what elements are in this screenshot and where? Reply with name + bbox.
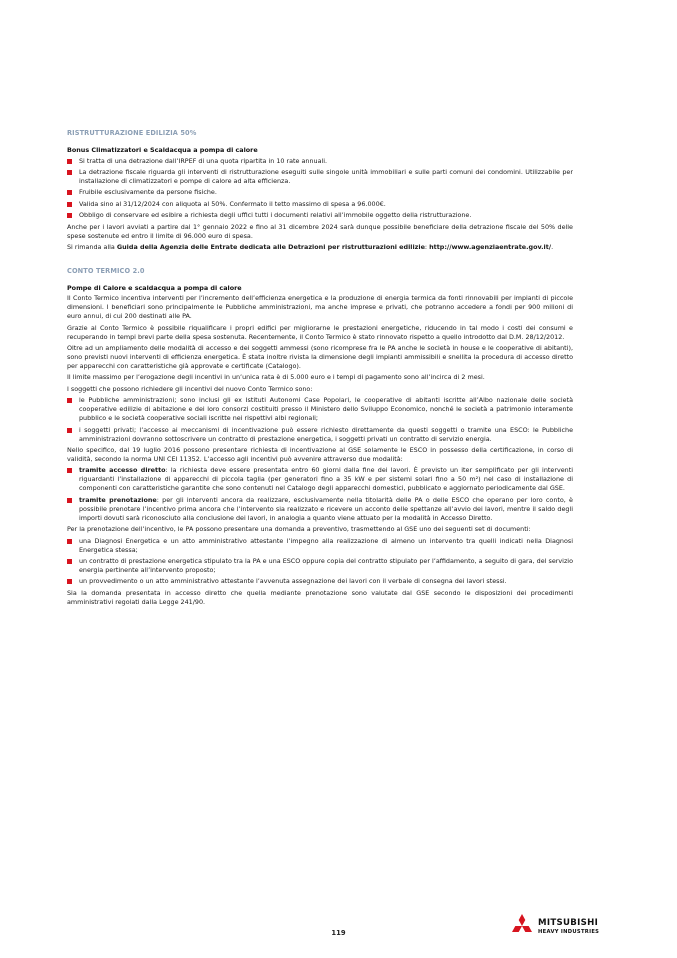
agenzia-entrate-link[interactable]: http://www.agenziaentrate.gov.it/ (429, 243, 552, 252)
red-square-bullet-icon (67, 190, 72, 195)
mitsubishi-logo (508, 914, 626, 938)
list-item: le Pubbliche amministrazioni; sono inclusi gli ex Istituti Autonomi Case Popolari, le cooperative di abitanti iscritte all’Albo nazionale delle società cooperative edilizie di abitazione e dei loro consorzi costituiti presso il Ministero dello Sviluppo Economico, nonché le società a patrimonio interamente pubblico e le società cooperative sociali iscritte nei rispettivi albi regionali; (67, 396, 573, 423)
list-item: tramite prenotazione: per gli interventi ancora da realizzare, esclusivamente nella titolarità delle PA o delle ESCO che operano per loro conto, è possibile prenotare l’incentivo prima ancora che l’intervento sia realizzato e ricevere un acconto delle spettanze all’avvio dei lavori, mentre il saldo degli importi dovuti sarà riconosciuto alla conclusione dei lavori, in analogia a quanto viene attuato per la modalità in Accesso Diretto. (67, 496, 573, 523)
paragraph: Il Conto Termico incentiva interventi per l’incremento dell’efficienza energetica e la produzione di energia termica da fonti rinnovabili per impianti di piccole dimensioni. I beneficiari sono principalmente le Pubbliche amministrazioni, ma anche imprese e privati, che potranno accedere a fondi per 900 milioni di euro annui, di cui 200 destinati alle PA. (67, 294, 573, 321)
red-square-bullet-icon (67, 498, 72, 503)
red-square-bullet-icon (67, 428, 72, 433)
paragraph: Sia la domanda presentata in accesso diretto che quella mediante prenotazione sono valutate dal GSE secondo le disposizioni dei procedimenti amministrativi regolati dalla Legge 241/90. (67, 588, 573, 606)
term-prenotazione: tramite prenotazione (79, 495, 157, 504)
section-title-conto-termico: CONTO TERMICO 2.0 (67, 266, 145, 275)
term-accesso-diretto: tramite accesso diretto (79, 466, 166, 475)
paragraph: Il limite massimo per l’erogazione degli incentivi in un’unica rata è di 5.000 euro e i tempi di pagamento sono all’incirca di 2 mesi. (67, 373, 485, 382)
list-item: un provvedimento o un atto amministrativo attestante l’avvenuta assegnazione dei lavori con il verbale di consegna dei lavori stessi. (67, 577, 573, 586)
section-spacer (67, 255, 573, 267)
red-square-bullet-icon (67, 159, 72, 164)
guide-title: Guida della Agenzia delle Entrate dedicata alle Detrazioni per ristrutturazioni edilizie (116, 243, 425, 252)
list-item: Fruibile esclusivamente da persone fisiche. (67, 188, 573, 197)
page-content (67, 129, 573, 609)
red-square-bullet-icon (67, 539, 72, 544)
paragraph-detrazione-2022-2024: Anche per i lavori avviati a partire dal 1° gennaio 2022 e fino al 31 dicembre 2024 sarà dunque possibile beneficiare della detrazione fiscale del 50% delle spese sostenute ed entro il limite di 96.000 euro di spesa. (67, 222, 573, 240)
list-item: un contratto di prestazione energetica stipulato tra la PA e una ESCO oppure copia del contratto stipulato per l’affidamento, a seguito di gara, del servizio energia pertinente all’intervento proposto; (67, 557, 573, 575)
logo-text-heavy-industries: HEAVY INDUSTRIES (538, 929, 600, 935)
paragraph: Per la prenotazione dell’incentivo, le PA possono presentare una domanda a preventivo, trasmettendo al GSE uno dei seguenti set di documenti: (67, 525, 531, 534)
paragraph: Nello specifico, dal 19 luglio 2016 possono presentare richiesta di incentivazione al GSE solamente le ESCO in possesso della certificazione, in corso di validità, secondo la norma UNI CEI 11352. L’accesso agli incentivi può avvenire attraverso due modalità: (67, 446, 573, 463)
red-square-bullet-icon (67, 213, 72, 218)
list-item: una Diagnosi Energetica e un atto amministrativo attestante l’impegno alla realizzazione di almeno un intervento tra quelli indicati nella Diagnosi Energetica stessa; (67, 537, 573, 555)
bullet-list-ristrutturazione (67, 157, 573, 221)
list-item: tramite accesso diretto: la richiesta deve essere presentata entro 60 giorni dalla fine dei lavori. È previsto un iter semplificato per gli interventi riguardanti l’installazione di apparecchi di piccola taglia (per generatori fino a 35 kW e per sistemi solari fino a 50 m²) nel caso di installazione di componenti con caratteristiche garantite che sono contenuti nel Catalogo degli apparecchi domestici, pubblicato e aggiornato periodicamente dal GSE. (67, 466, 573, 493)
list-item: La detrazione fiscale riguarda gli interventi di ristrutturazione eseguiti sulle singole unità immobiliari e sulle parti comuni dei condomini. Utilizzabile per installazione di climatizzatori e pompe di calore ad alta efficienza. (67, 168, 573, 186)
paragraph: I soggetti che possono richiedere gli incentivi del nuovo Conto Termico sono: (67, 384, 313, 393)
red-square-bullet-icon (67, 468, 72, 473)
three-diamonds-icon (508, 914, 536, 938)
list-item: Valida sino al 31/12/2024 con aliquota al 50%. Confermato il tetto massimo di spesa a 96.000€. (67, 200, 573, 209)
list-item: Obbligo di conservare ed esibire a richiesta degli uffici tutti i documenti relativi all’immobile oggetto della ristrutturazione. (67, 211, 573, 220)
page-number: 119 (331, 929, 346, 937)
paragraph: Grazie al Conto Termico è possibile riqualificare i propri edifici per migliorarne le prestazioni energetiche, riducendo in tal modo i costi dei consumi e recuperando in tempi brevi parte della spesa sostenuta. Recentemente, il Conto Termico è stato rinnovato rispetto a quello introdotto dal D.M. 28/12/2012. (67, 323, 573, 341)
paragraph-guida-agenzia: Si rimanda alla Guida della Agenzia delle Entrate dedicata alle Detrazioni per ristrutturazioni edilizie: http://www.agenziaentrate.gov.it/. (67, 243, 554, 252)
bullet-list-modalita (67, 466, 573, 522)
bullet-list-soggetti (67, 396, 573, 443)
list-item: i soggetti privati; l’accesso ai meccanismi di incentivazione può essere richiesto direttamente da questi soggetti o tramite una ESCO: le Pubbliche amministrazioni dovranno sottoscrivere un contratto di prestazione energetica, i soggetti privati un contratto di servizio energia. (67, 426, 573, 444)
red-square-bullet-icon (67, 579, 72, 584)
list-item: Si tratta di una detrazione dall’IRPEF di una quota ripartita in 10 rate annuali. (67, 157, 573, 166)
subtitle-bonus-climatizzatori: Bonus Climatizzatori e Scaldacqua a pompa di calore (67, 146, 258, 154)
bullet-list-documenti (67, 537, 573, 587)
logo-text-mitsubishi: MITSUBISHI (538, 918, 599, 928)
subtitle-pompe-di-calore: Pompe di Calore e scaldacqua a pompa di calore (67, 283, 242, 292)
red-square-bullet-icon (67, 170, 72, 175)
section-title-ristrutturazione: RISTRUTTURAZIONE EDILIZIA 50% (67, 129, 197, 137)
red-square-bullet-icon (67, 398, 72, 403)
red-square-bullet-icon (67, 202, 72, 207)
paragraph: Oltre ad un ampliamento delle modalità di accesso e dei soggetti ammessi (sono ricomprese fra le PA anche le società in house e le cooperative di abitanti), sono previsti nuovi interventi di efficienza energetica. È stata inoltre rivista la dimensione degli impianti ammissibili e snellita la procedura di accesso diretto per apparecchi con caratteristiche già approvate e certificate (Catalogo). (67, 344, 573, 370)
red-square-bullet-icon (67, 559, 72, 564)
